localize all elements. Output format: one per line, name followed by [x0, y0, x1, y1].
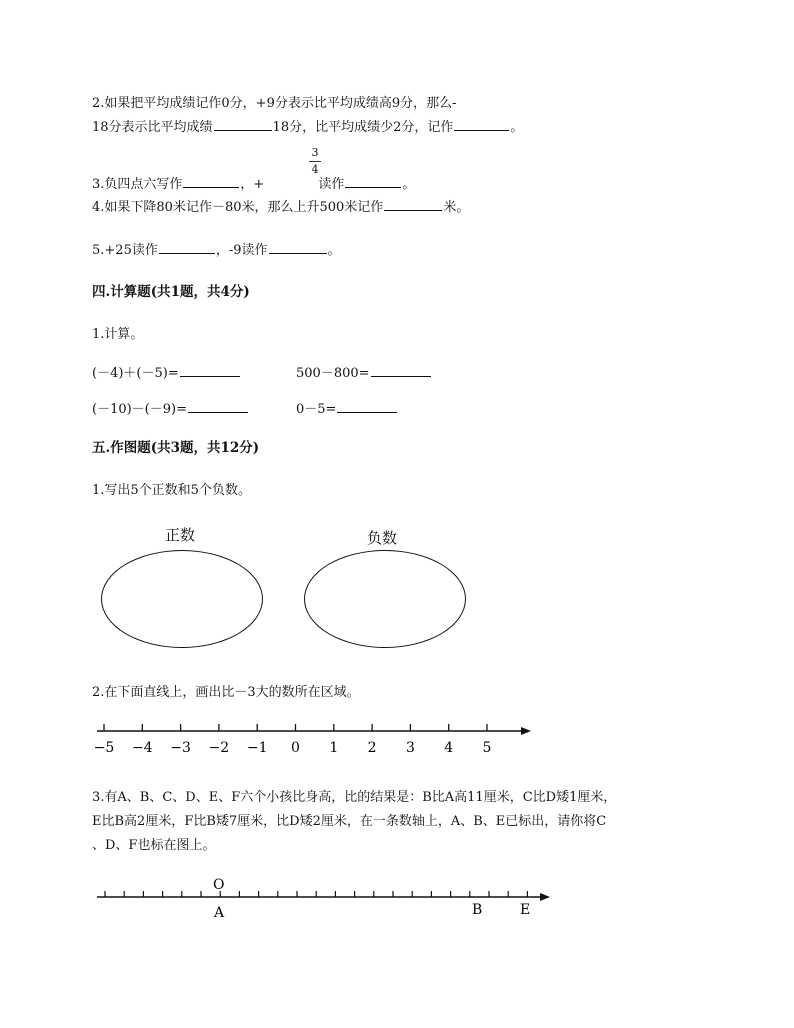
number-line-tick-label: 4 [444, 740, 454, 756]
number-line-tick-label: 1 [329, 740, 339, 756]
calc-expression-4: 0－5= [296, 400, 398, 418]
number-line-tick-label: 0 [291, 740, 300, 756]
number-line-tick-label: −3 [170, 740, 191, 756]
section-5-heading: 五.作图题(共3题，共12分) [92, 440, 260, 456]
arrow-head-icon [540, 893, 550, 901]
fraction-numerator: 3 [311, 146, 319, 159]
positive-numbers-label: 正数 [165, 526, 196, 544]
draw-question-3-line-2: E比B高2厘米，F比B矮7厘米，比D矮2厘米，在一条数轴上，A、B、E已标出，请你将C [92, 814, 607, 829]
number-line-tick-label: −2 [208, 740, 230, 756]
point-label-a: A [214, 905, 225, 921]
question-5: 5.+25读作 ，-9读作 。 [92, 243, 341, 258]
negative-numbers-label: 负数 [367, 529, 398, 547]
calc-expression-1: (－4)＋(－5)= [92, 364, 241, 382]
number-line-tick-label: −4 [131, 740, 153, 756]
calc-expression-3: (－10)－(－9)= [92, 400, 249, 418]
draw-question-3-line-3: 、D、F也标在图上。 [92, 838, 216, 853]
question-2-line-2: 18分表示比平均成绩 18分，比平均成绩少2分，记作 。 [92, 120, 524, 135]
origin-label: O [213, 877, 225, 893]
fraction-denominator: 4 [311, 163, 319, 176]
number-line-tick-label: 3 [405, 740, 415, 756]
point-label-b: B [472, 902, 483, 918]
number-line-tick-label: 5 [482, 740, 492, 756]
number-line-tick-label: −5 [93, 740, 115, 756]
draw-question-3-line-1: 3.有A、B、C、D、E、F六个小孩比身高，比的结果是：B比A高11厘米，C比D矮1厘米， [92, 790, 617, 805]
draw-question-2: 2.在下面直线上，画出比－3大的数所在区域。 [92, 685, 360, 700]
question-4: 4.如果下降80米记作－80米，那么上升500米记作 米。 [92, 200, 470, 215]
point-label-e: E [520, 902, 531, 918]
calc-question-1: 1.计算。 [92, 327, 144, 342]
calc-expression-2: 500－800= [296, 364, 432, 382]
question-3: 3.负四点六写作 ，+ 读作 。 [92, 177, 416, 192]
question-2-line-1: 2.如果把平均成绩记作0分，+9分表示比平均成绩高9分，那么- [92, 96, 457, 111]
draw-question-1: 1.写出5个正数和5个负数。 [92, 483, 251, 498]
number-line-tick-label: 2 [367, 740, 377, 756]
section-4-heading: 四.计算题(共1题，共4分) [92, 284, 250, 300]
number-line-tick-label: −1 [246, 740, 268, 756]
